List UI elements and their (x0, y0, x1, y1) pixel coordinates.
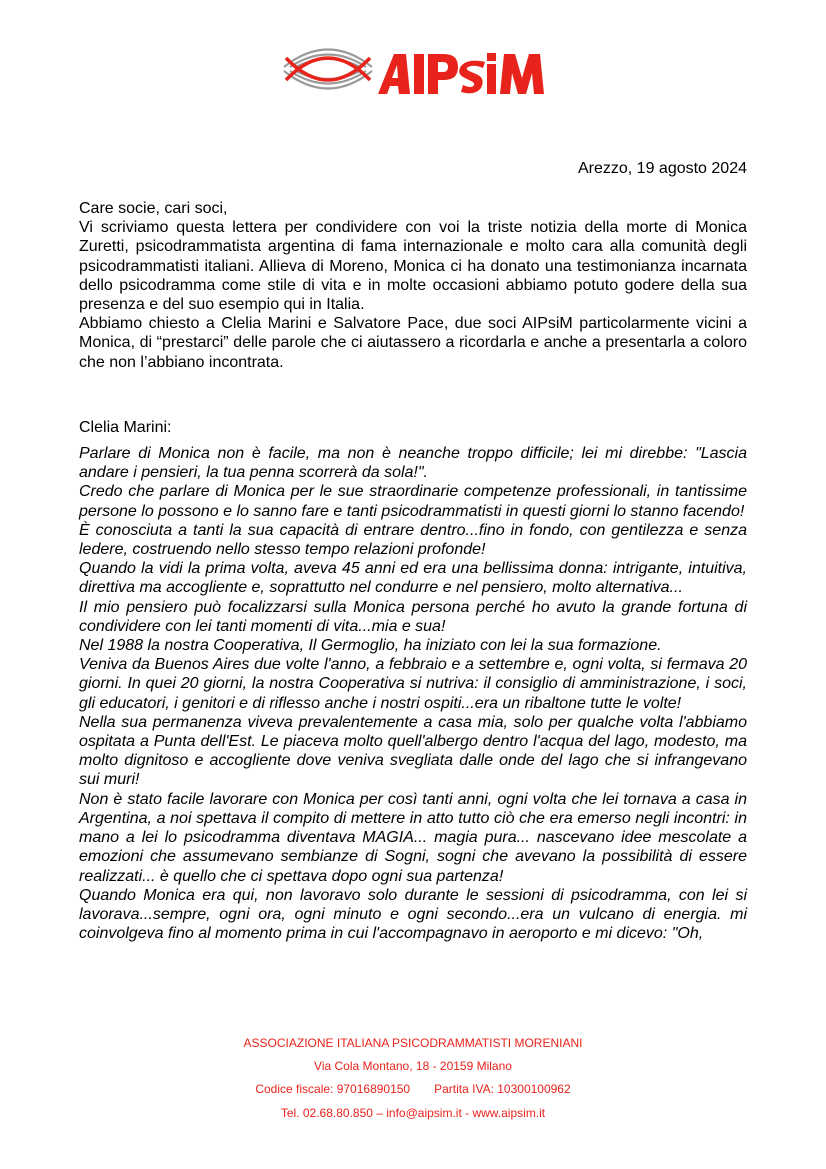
testimony-paragraph: Parlare di Monica non è facile, ma non è neanche troppo difficile; lei mi direbbe: "Lascia andare i pensieri, la tua penna scorrerà da sola!". (79, 445, 747, 482)
testimony (79, 444, 747, 943)
testimony-paragraph: È conosciuta a tanti la sua capacità di entrare dentro...fino in fondo, con gentilezza e senza ledere, costruendo nello stesso tempo relazioni profonde! (79, 521, 747, 559)
letterhead-footer (0, 1032, 826, 1125)
footer-tax-info (0, 1078, 826, 1101)
letter-body (79, 199, 747, 943)
footer-org-name: ASSOCIAZIONE ITALIANA PSICODRAMMATISTI MORENIANI (243, 1036, 583, 1050)
testimony-paragraph: Il mio pensiero può focalizzarsi sulla Monica persona perché ho avuto la grande fortuna di condividere con lei tanti momenti di vita...mia e sua! (79, 598, 747, 635)
testimony-author: Clelia Marini: (79, 418, 172, 436)
footer-vat: Partita IVA: 10300100962 (434, 1082, 571, 1097)
footer-tax-code: Codice fiscale: 97016890150 (255, 1082, 411, 1097)
intro-paragraph: Vi scriviamo questa lettera per condividere con voi la triste notizia della morte di Monica Zuretti, psicodrammatista argentina di fama internazionale e molto cara alla comunità degli psicodrammatisti italiani. Allieva di Moreno, Monica ci ha donato una testimonianza incarnata dello psicodramma come stile di vita e in molte occasioni abbiamo potuto godere della sua presenza e del suo esempio qui in Italia. (79, 219, 747, 314)
aipsim-logo (278, 40, 553, 98)
testimony-paragraph: Non è stato facile lavorare con Monica per così tanti anni, ogni volta che lei tornava a casa in Argentina, a noi spettava il compito di mettere in atto tutto ciò che era emerso negli incontri: in mano a lei lo psicodramma diventava MAGIA... magia pura... nascevano idee mescolate a emozioni che assumevano sembianze di Sogni, sogni che avevano la possibilità di essere realizzati... è quello che ci spettava dopo ogni sua partenza! (79, 790, 747, 885)
intro-paragraph: Abbiamo chiesto a Clelia Marini e Salvatore Pace, due soci AIPsiM particolarmente vicini a Monica, di “prestarci” delle parole che ci aiutassero a ricordarla e anche a presentarla a coloro che non l’abbiano incontrata. (79, 315, 747, 371)
testimony-paragraph: Quando Monica era qui, non lavoravo solo durante le sessioni di psicodramma, con lei si lavorava...sempre, ogni ora, ogni minuto e ogni secondo...era un vulcano di energia. mi coinvolgeva fino al momento prima in cui l'accompagnavo in aeroporto e mi dicevo: "Oh, (79, 886, 747, 943)
testimony-paragraph: Nel 1988 la nostra Cooperativa, Il Germoglio, ha iniziato con lei la sua formazione. (79, 637, 662, 655)
testimony-paragraph: Nella sua permanenza viveva prevalentemente a casa mia, solo per qualche volta l'abbiamo ospitata a Punta dell'Est. Le piaceva molto quell'albergo dentro l'acqua del lago, modesto, ma molto dignitoso e accogliente dove veniva svegliata dalle onde del lago che si infrangevano sui muri! (79, 713, 747, 789)
testimony-paragraph: Veniva da Buenos Aires due volte l'anno, a febbraio e a settembre e, ogni volta, si fermava 20 giorni. In quei 20 giorni, la nostra Cooperativa si nutriva: il consiglio di amministrazione, i soci, gli educatori, i genitori e di riflesso anche i nostri ospiti...era un ribaltone tutte le volte! (79, 656, 747, 712)
testimony-paragraph: Quando la vidi la prima volta, aveva 45 anni ed era una bellissima donna: intrigante, intuitiva, direttiva ma accogliente e, soprattutto nel condurre e nel pensiero, molto alternativa... (79, 560, 747, 597)
letter-date: Arezzo, 19 agosto 2024 (577, 160, 747, 177)
salutation: Care socie, cari soci, (79, 200, 228, 217)
testimony-paragraph: Credo che parlare di Monica per le sue straordinarie competenze professionali, in tantissime persone lo possono e lo sanno fare e tanti psicodrammatisti in questi giorni lo stanno facendo! (79, 483, 747, 520)
footer-contacts: Tel. 02.68.80.850 – info@aipsim.it - www.aipsim.it (280, 1105, 546, 1120)
footer-address: Via Cola Montano, 18 - 20159 Milano (314, 1059, 512, 1074)
